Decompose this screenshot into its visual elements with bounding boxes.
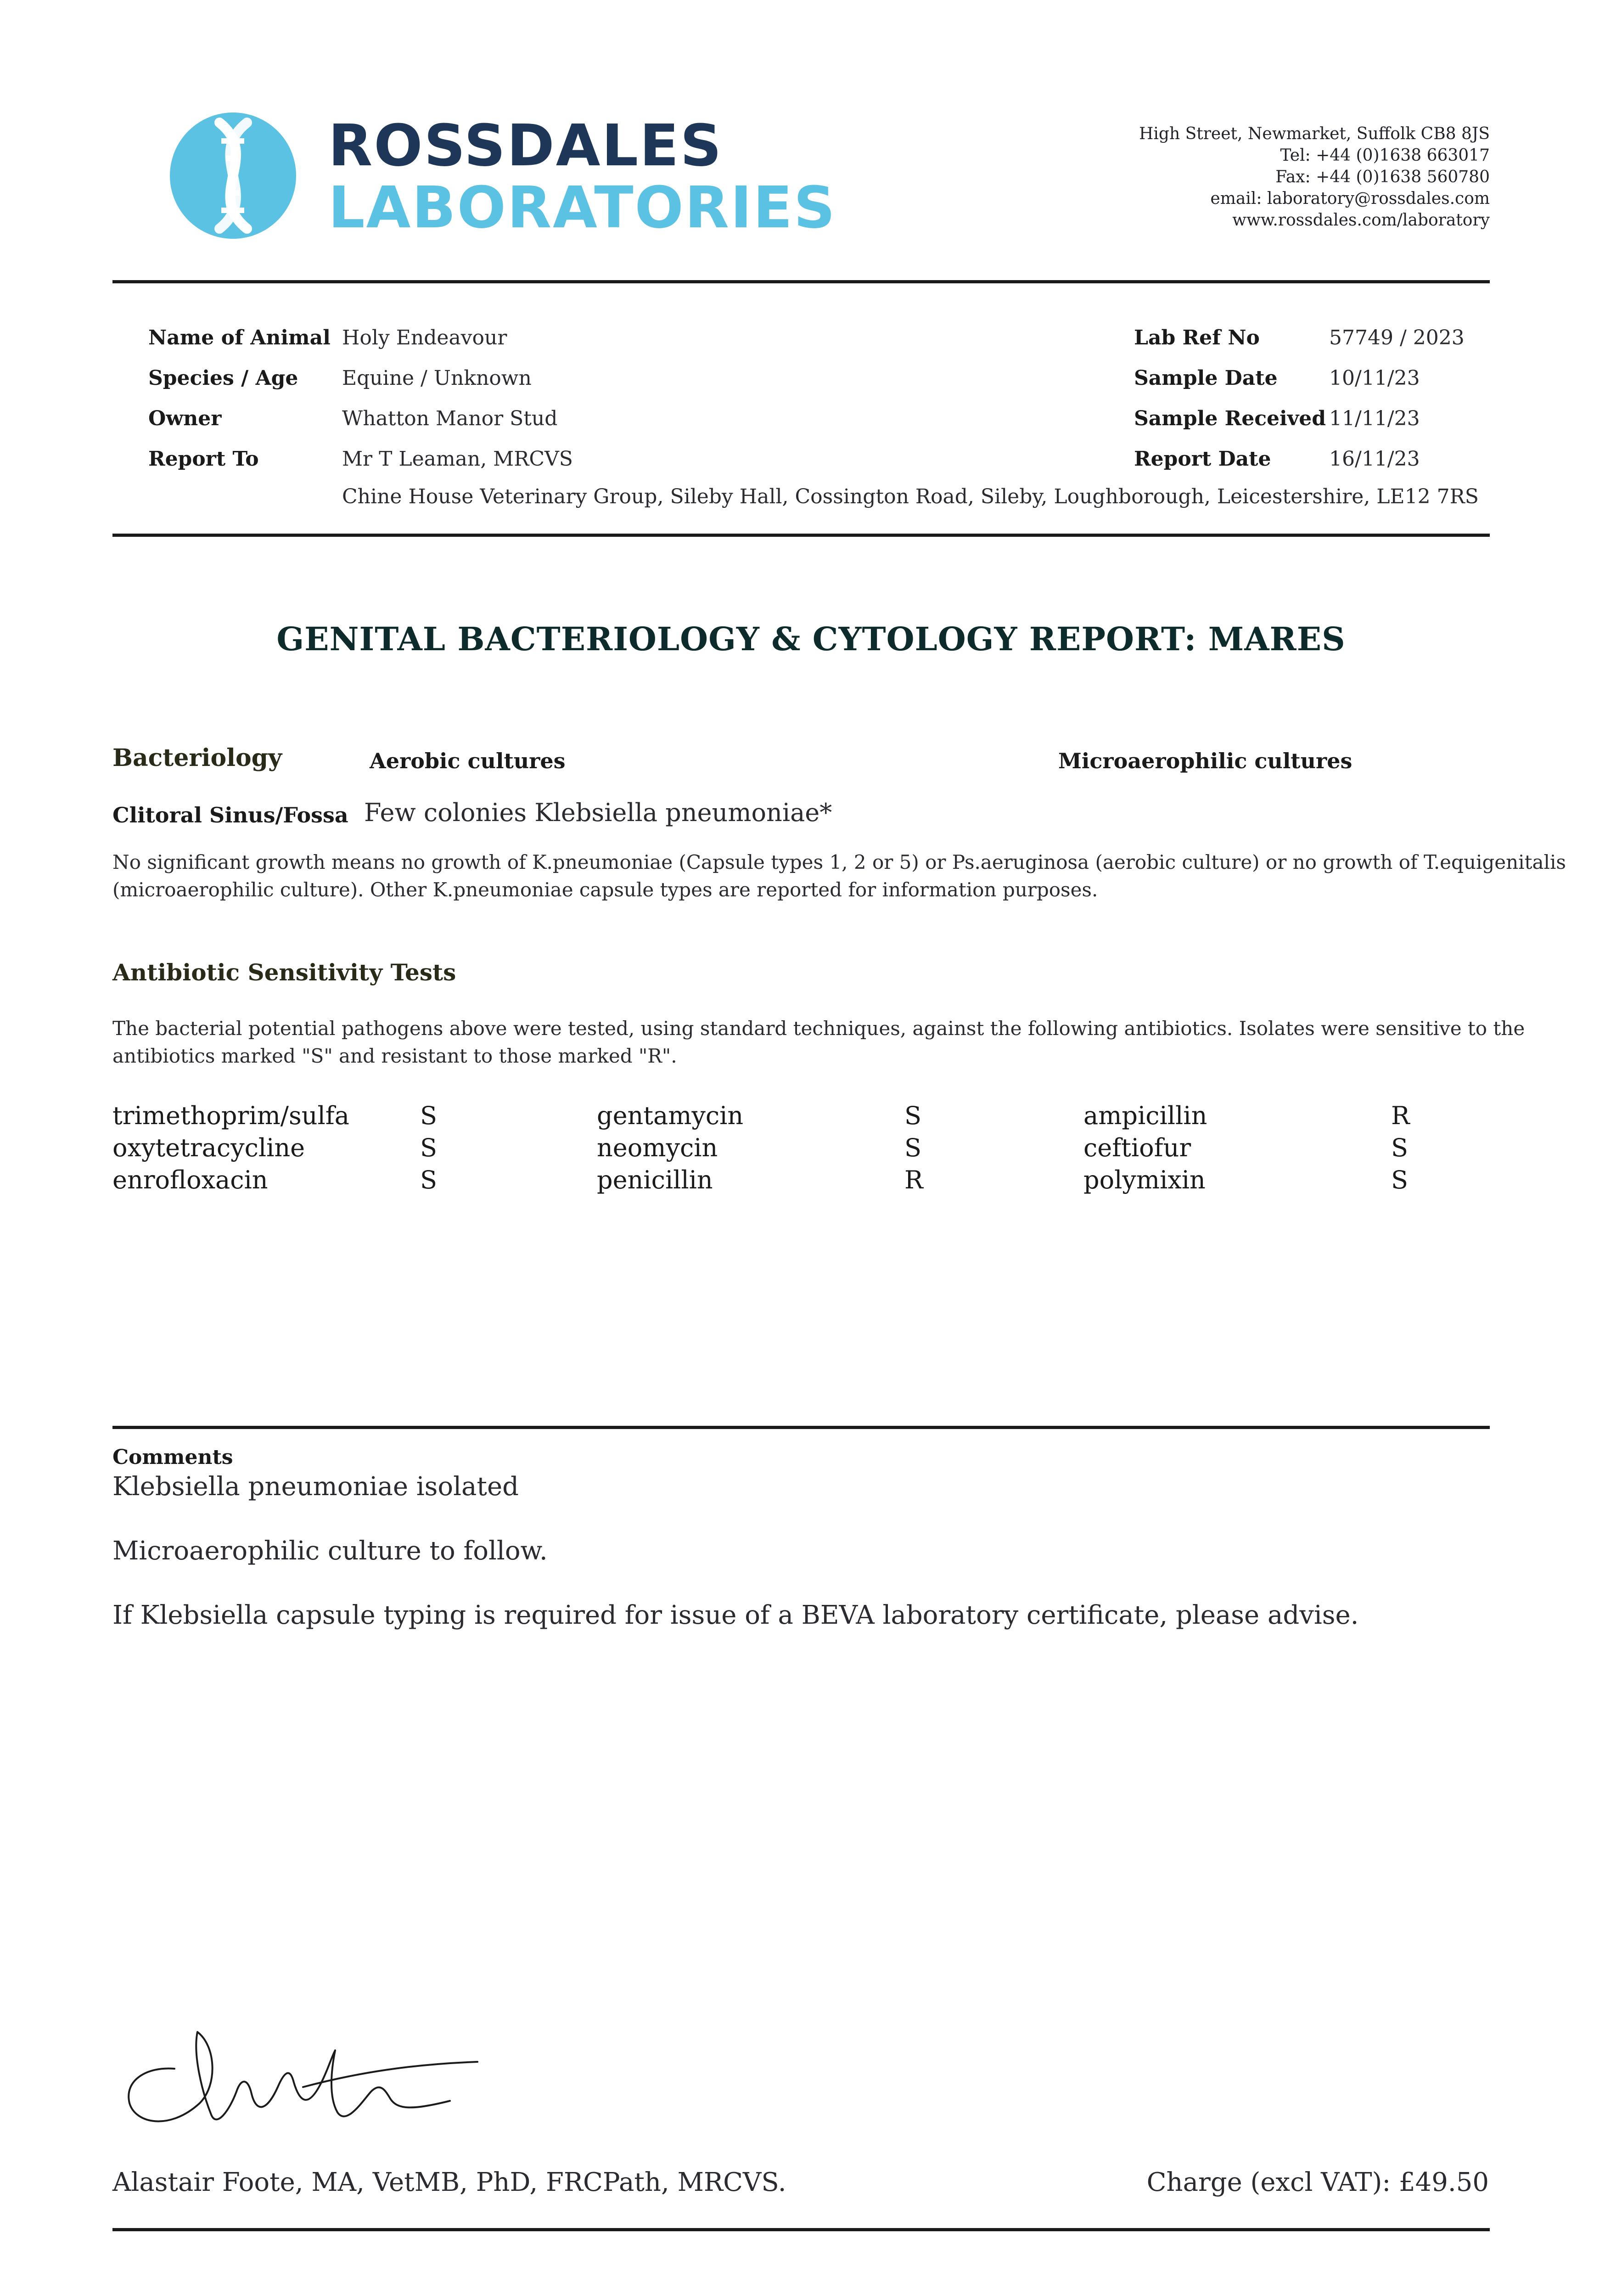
antibiotic-result: S bbox=[1391, 1165, 1408, 1194]
lab-ref-value: 57749 / 2023 bbox=[1329, 326, 1465, 349]
antibiotic-result: S bbox=[420, 1101, 437, 1130]
antibiotic-result: S bbox=[904, 1101, 921, 1130]
antibiotic-name: enrofloxacin bbox=[112, 1165, 268, 1194]
report-title: GENITAL BACTERIOLOGY & CYTOLOGY REPORT: MARES bbox=[276, 620, 1346, 658]
antibiotic-name: oxytetracycline bbox=[112, 1133, 305, 1162]
brand-name-line2: LABORATORIES bbox=[328, 174, 836, 241]
comment-line2: Microaerophilic culture to follow. bbox=[112, 1536, 548, 1566]
owner-label: Owner bbox=[148, 407, 222, 430]
owner-value: Whatton Manor Stud bbox=[342, 407, 558, 430]
sensitivity-intro-line2: antibiotics marked "S" and resistant to those marked "R". bbox=[112, 1045, 677, 1067]
antibiotic-name: trimethoprim/sulfa bbox=[112, 1101, 349, 1130]
antibiotic-result: S bbox=[904, 1133, 921, 1162]
antibiotic-result: S bbox=[420, 1165, 437, 1194]
lab-ref-label: Lab Ref No bbox=[1134, 326, 1260, 349]
comments-heading: Comments bbox=[112, 1446, 233, 1469]
antibiotic-name: ampicillin bbox=[1083, 1101, 1207, 1130]
address-email: email: laboratory@rossdales.com bbox=[1210, 189, 1490, 208]
details-divider bbox=[112, 534, 1490, 537]
antibiotic-name: polymixin bbox=[1083, 1165, 1206, 1194]
comment-line1: Klebsiella pneumoniae isolated bbox=[112, 1472, 519, 1502]
antibiotic-name: neomycin bbox=[597, 1133, 718, 1162]
report-to-label: Report To bbox=[148, 447, 259, 471]
bacteriology-heading: Bacteriology bbox=[112, 744, 282, 772]
address-fax: Fax: +44 (0)1638 560780 bbox=[1275, 168, 1490, 186]
logo-mark bbox=[170, 113, 296, 239]
sample-received-label: Sample Received bbox=[1134, 407, 1326, 430]
address-website: www.rossdales.com/laboratory bbox=[1232, 211, 1490, 230]
comment-line3: If Klebsiella capsule typing is required for issue of a BEVA laboratory certificate, please advise. bbox=[112, 1600, 1359, 1630]
brand-name-line1: ROSSDALES bbox=[328, 113, 723, 179]
species-age-value: Equine / Unknown bbox=[342, 366, 532, 390]
report-to-address: Chine House Veterinary Group, Sileby Hall, Cossington Road, Sileby, Loughborough, Leicestershire, LE12 7RS bbox=[342, 485, 1479, 508]
sample-received-value: 11/11/23 bbox=[1329, 407, 1420, 430]
dna-helix-icon bbox=[170, 113, 296, 239]
sample-date-label: Sample Date bbox=[1134, 366, 1278, 390]
bacteriology-note-line1: No significant growth means no growth of K.pneumoniae (Capsule types 1, 2 or 5) or Ps.aeruginosa (aerobic culture) or no growth of T.equigenitalis bbox=[112, 851, 1566, 873]
species-age-label: Species / Age bbox=[148, 366, 298, 390]
bacteriology-note bbox=[112, 849, 1566, 904]
sample-date-value: 10/11/23 bbox=[1329, 366, 1420, 390]
antibiotic-result: R bbox=[1391, 1101, 1410, 1130]
sensitivity-intro bbox=[112, 1015, 1525, 1070]
antibiotic-name: gentamycin bbox=[597, 1101, 744, 1130]
charge-amount: Charge (excl VAT): £49.50 bbox=[1146, 2167, 1489, 2197]
name-of-animal-value: Holy Endeavour bbox=[342, 326, 507, 349]
report-date-label: Report Date bbox=[1134, 447, 1271, 471]
signature-image bbox=[119, 2018, 487, 2142]
report-date-value: 16/11/23 bbox=[1329, 447, 1420, 471]
name-of-animal-label: Name of Animal bbox=[148, 326, 331, 349]
bacteriology-note-line2: (microaerophilic culture). Other K.pneumoniae capsule types are reported for information purposes. bbox=[112, 878, 1098, 901]
aerobic-result: Few colonies Klebsiella pneumoniae* bbox=[364, 798, 832, 827]
microaerophilic-cultures-heading: Microaerophilic cultures bbox=[1058, 748, 1353, 773]
sensitivity-intro-line1: The bacterial potential pathogens above were tested, using standard techniques, against the following antibiotics. Isolates were sensitive to the bbox=[112, 1017, 1525, 1040]
antibiotic-result: S bbox=[420, 1133, 437, 1162]
aerobic-cultures-heading: Aerobic cultures bbox=[370, 748, 566, 773]
sensitivity-heading: Antibiotic Sensitivity Tests bbox=[112, 959, 456, 986]
lab-address-block bbox=[1139, 123, 1490, 231]
report-to-value: Mr T Leaman, MRCVS bbox=[342, 447, 573, 471]
comments-divider bbox=[112, 1426, 1490, 1429]
site-label: Clitoral Sinus/Fossa bbox=[112, 803, 348, 827]
antibiotic-name: ceftiofur bbox=[1083, 1133, 1191, 1162]
antibiotic-result: S bbox=[1391, 1133, 1408, 1162]
signatory-name: Alastair Foote, MA, VetMB, PhD, FRCPath, MRCVS. bbox=[112, 2167, 786, 2197]
antibiotic-name: penicillin bbox=[597, 1165, 713, 1194]
address-street: High Street, Newmarket, Suffolk CB8 8JS bbox=[1139, 124, 1490, 143]
footer-divider bbox=[112, 2228, 1490, 2231]
antibiotic-result: R bbox=[904, 1165, 923, 1194]
address-tel: Tel: +44 (0)1638 663017 bbox=[1280, 146, 1490, 165]
header-divider bbox=[112, 280, 1490, 283]
